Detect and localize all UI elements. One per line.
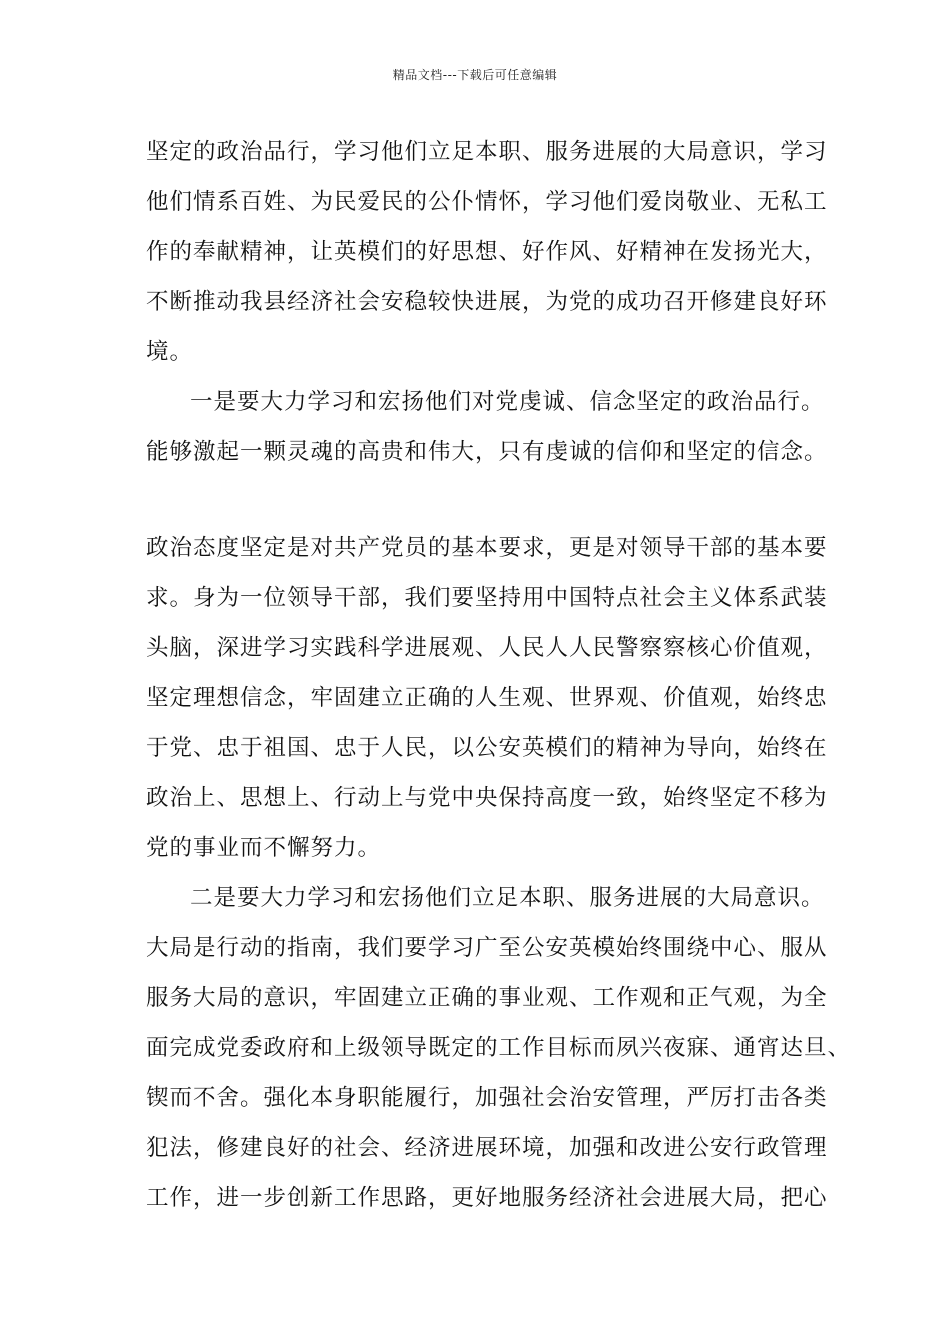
text-line: 求。身为一位领导干部，我们要坚持用中国特点社会主义体系武装: [146, 585, 828, 611]
text-line: 锲而不舍。强化本身职能履行，加强社会治安管理，严厉打击各类: [146, 1085, 828, 1111]
text-line: 工作，进一步创新工作思路，更好地服务经济社会进展大局，把心: [146, 1185, 828, 1211]
text-line: 于党、忠于祖国、忠于人民，以公安英模们的精神为导向，始终在: [146, 735, 828, 761]
text-line: 一是要大力学习和宏扬他们对党虔诚、信念坚定的政治品行。: [190, 389, 825, 415]
page-header: 精品文档---下载后可任意编辑: [392, 68, 558, 82]
text-line: 二是要大力学习和宏扬他们立足本职、服务进展的大局意识。: [190, 885, 825, 911]
text-line: 服务大局的意识，牢固建立正确的事业观、工作观和正气观，为全: [146, 985, 828, 1011]
text-line: 面完成党委政府和上级领导既定的工作目标而夙兴夜寐、通宵达旦、: [146, 1035, 852, 1061]
text-line: 他们情系百姓、为民爱民的公仆情怀，学习他们爱岗敬业、无私工: [146, 189, 828, 215]
text-line: 不断推动我县经济社会安稳较快进展，为党的成功召开修建良好环: [146, 289, 828, 315]
text-line: 作的奉献精神，让英模们的好思想、好作风、好精神在发扬光大，: [146, 239, 828, 265]
text-line: 能够激起一颗灵魂的高贵和伟大，只有虔诚的信仰和坚定的信念。: [146, 439, 828, 465]
text-line: 境。: [146, 339, 194, 365]
text-line: 政治上、思想上、行动上与党中央保持高度一致，始终坚定不移为: [146, 785, 828, 811]
text-line: 党的事业而不懈努力。: [146, 835, 382, 861]
text-line: 坚定理想信念，牢固建立正确的人生观、世界观、价值观，始终忠: [146, 685, 828, 711]
text-line: 坚定的政治品行，学习他们立足本职、服务进展的大局意识，学习: [146, 139, 828, 165]
text-line: 头脑，深进学习实践科学进展观、人民人人民警察察核心价值观，: [146, 635, 828, 661]
text-line: 政治态度坚定是对共产党员的基本要求，更是对领导干部的基本要: [146, 535, 828, 561]
text-line: 犯法，修建良好的社会、经济进展环境，加强和改进公安行政管理: [146, 1135, 828, 1161]
text-line: 大局是行动的指南，我们要学习广至公安英模始终围绕中心、服从: [146, 935, 828, 961]
